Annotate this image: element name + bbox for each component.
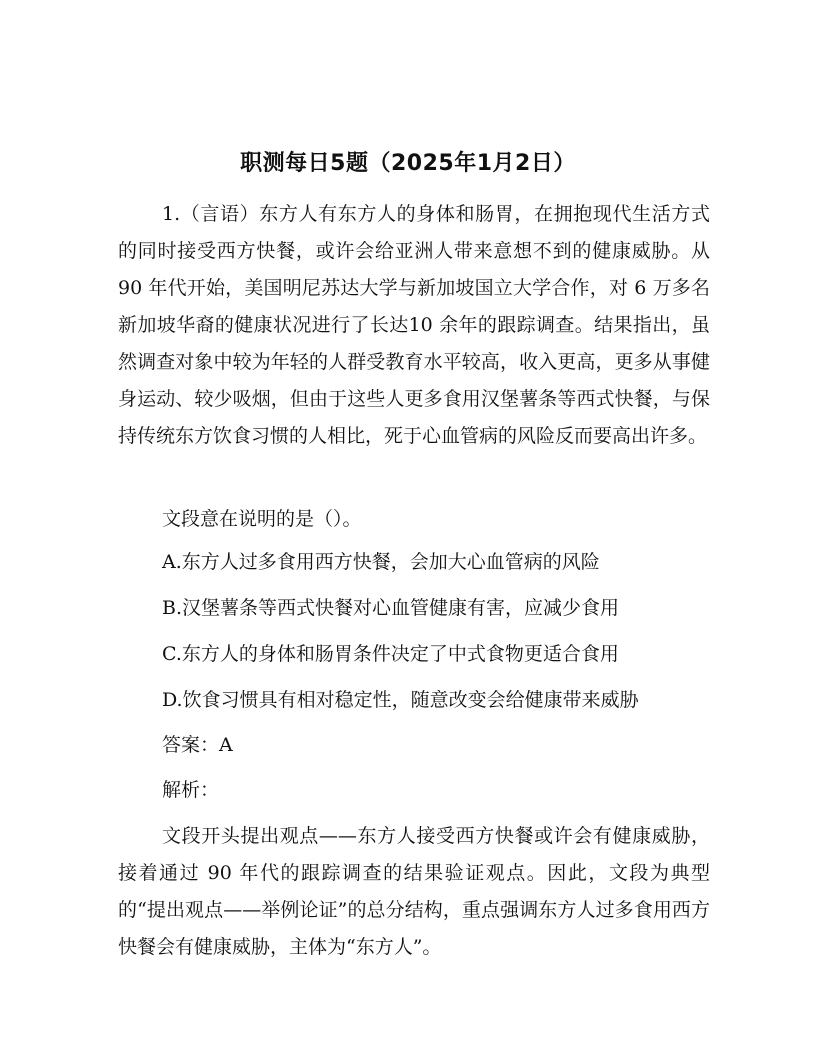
option-c: C.东方人的身体和肠胃条件决定了中式食物更适合食用 — [162, 643, 619, 665]
question-stem: 1.（言语）东方人有东方人的身体和肠胃，在拥抱现代生活方式的同时接受西方快餐，或许会给亚洲人带来意想不到的健康威胁。从 90 年代开始，美国明尼苏达大学与新加坡国立大学合作，对 6 万多名新加坡华裔的健康状况进行了长达10 余年的跟踪调查。结果指出，虽然调查对象中较为年轻的人群受教育水平较高，收入更高，更多从事健身运动、较少吸烟，但由于这些人更多食用汉堡薯条等西式快餐，与保持传统东方饮食习惯的人相比，死于心血管病的风险反而要高出许多。 — [118, 203, 710, 447]
option-a: A.东方人过多食用西方快餐，会加大心血管病的风险 — [162, 551, 600, 573]
page-title: 职测每日5题（2025年1月2日） — [240, 151, 576, 176]
option-b: B.汉堡薯条等西式快餐对心血管健康有害，应减少食用 — [162, 597, 620, 619]
question-prompt: 文段意在说明的是（）。 — [162, 508, 362, 530]
answer-line: 答案：A — [162, 734, 233, 756]
analysis-paragraph: 文段开头提出观点——东方人接受西方快餐或许会有健康威胁，接着通过 90 年代的跟踪调查的结果验证观点。因此，文段为典型的“提出观点——举例论证”的总分结构，重点强调东方人过多食用西方快餐会有健康威胁，主体为“东方人”。 — [118, 825, 710, 958]
option-d: D.饮食习惯具有相对稳定性，随意改变会给健康带来威胁 — [162, 689, 639, 711]
analysis-label: 解析： — [162, 779, 220, 801]
